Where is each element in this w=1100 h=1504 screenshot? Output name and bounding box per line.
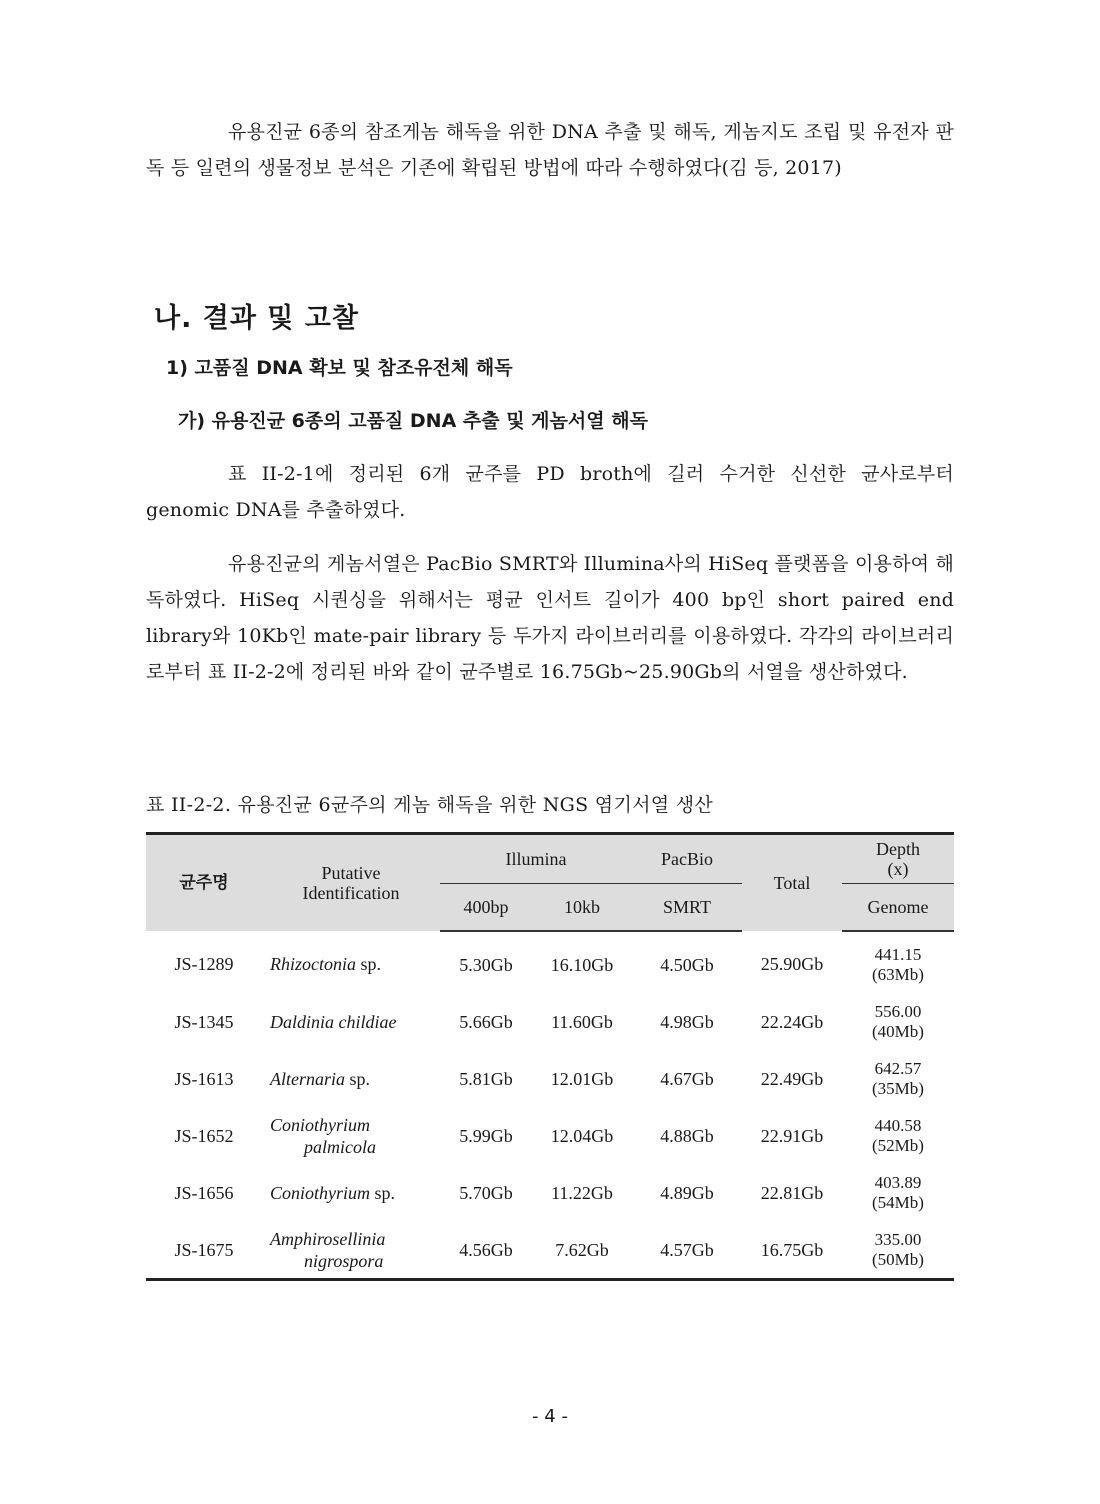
cell-400bp: 4.56Gb [440,1221,532,1280]
cell-strain: JS-1345 [174,1011,234,1032]
header-total: Total [742,834,842,932]
cell-species [262,993,440,1050]
cell-400bp: 5.30Gb [459,954,513,975]
cell-10kb: 7.62Gb [532,1221,632,1280]
genome-size: (52Mb) [872,1135,924,1155]
table-row [146,1107,954,1164]
species-epithet: nigrospora [304,1250,384,1271]
header-10kb: 10kb [532,884,632,932]
section-heading: 나. 결과 및 고찰 [154,303,359,334]
depth-value: 403.89 [874,1172,922,1192]
header-depth [842,834,954,884]
cell-smrt: 4.57Gb [632,1221,742,1280]
cell-species [262,931,440,993]
species-genus: Coniothyrium [270,1114,371,1135]
header-depth-line1: Depth [876,839,920,859]
cell-10kb: 16.10Gb [550,954,614,975]
species-epithet: palmicola [304,1136,376,1157]
paragraph-dna-extraction: 표 II-2-1에 정리된 6개 균주를 PD broth에 길러 수거한 신선한 균사로부터 genomic DNA를 추출하였다. [146,463,954,521]
cell-species [262,1050,440,1107]
cell-smrt: 4.67Gb [660,1068,714,1089]
table-row [146,1221,954,1280]
cell-strain: JS-1675 [146,1221,262,1280]
cell-strain: JS-1289 [174,954,234,974]
species-genus: Daldinia childiae [270,1011,397,1032]
header-pacbio: PacBio [632,834,742,884]
depth-value: 440.58 [874,1115,922,1135]
header-depth-line2: (x) [887,859,909,879]
cell-400bp: 5.81Gb [459,1068,513,1089]
depth-value: 642.57 [874,1058,922,1078]
cell-total: 22.24Gb [760,1011,824,1032]
cell-depth [842,1164,954,1221]
table-caption: 표 II-2-2. 유용진균 6균주의 게놈 해독을 위한 NGS 염기서열 생산 [146,794,714,816]
intro-paragraph: 유용진균 6종의 참조게놈 해독을 위한 DNA 추출 및 해독, 게놈지도 조립 및 유전자 판독 등 일련의 생물정보 분석은 기존에 확립된 방법에 따라 수행하였다(김 등, 2017) [146,121,954,179]
genome-size: (35Mb) [872,1078,924,1098]
cell-total: 16.75Gb [742,1221,842,1280]
cell-species [262,1164,440,1221]
cell-strain: JS-1656 [174,1182,234,1203]
subsubsection-heading: 가) 유용진균 6종의 고품질 DNA 추출 및 게놈서열 해독 [178,410,648,432]
cell-strain: JS-1652 [174,1125,234,1146]
cell-species [262,1221,440,1280]
header-putative-line2: Identification [302,883,400,903]
table-row [146,1164,954,1221]
cell-depth [842,931,954,993]
cell-smrt: 4.50Gb [660,954,714,975]
species-epithet: sp. [356,954,382,974]
cell-strain: JS-1613 [174,1068,234,1089]
paragraph-sequencing: 유용진균의 게놈서열은 PacBio SMRT와 Illumina사의 HiSeq 플랫폼을 이용하여 해독하였다. HiSeq 시퀀싱을 위해서는 평균 인서트 길이가 400 bp인 short paired end library와 10Kb인 mate-pair library 등 두가지 라이브러리를 이용하였다. 각각의 라이브러리로부터 표 II-2-2에 정리된 바와 같이 균주별로 16.75Gb~25.90Gb의 서열을 생산하였다. [146,553,954,683]
cell-400bp: 5.99Gb [459,1125,513,1146]
header-illumina: Illumina [440,834,632,884]
cell-total: 25.90Gb [760,954,824,974]
cell-400bp: 5.66Gb [459,1011,513,1032]
cell-depth [842,1107,954,1164]
header-genome: Genome [842,884,954,932]
table-body [146,931,954,1280]
species-genus: Amphirosellinia [270,1228,386,1249]
cell-10kb: 11.22Gb [551,1182,613,1203]
cell-total: 22.49Gb [760,1068,824,1089]
page-number: - 4 - [532,1406,568,1427]
header-putative-identification [262,834,440,932]
depth-value: 335.00 [874,1229,922,1249]
cell-10kb: 12.01Gb [550,1068,614,1089]
header-strain: 균주명 [146,834,262,932]
cell-total: 22.81Gb [760,1182,824,1203]
header-400bp: 400bp [440,884,532,932]
cell-depth [842,1050,954,1107]
depth-value: 556.00 [874,1001,922,1021]
header-smrt: SMRT [632,884,742,932]
genome-size: (40Mb) [872,1021,924,1041]
genome-size: (50Mb) [872,1249,924,1269]
subsection-heading: 1) 고품질 DNA 확보 및 참조유전체 해독 [166,357,513,379]
species-epithet: sp. [345,1068,371,1089]
cell-species [262,1107,440,1164]
cell-10kb: 11.60Gb [551,1011,613,1032]
header-putative-line1: Putative [321,863,381,883]
species-genus: Rhizoctonia [270,954,356,974]
table-row [146,931,954,993]
cell-depth [842,993,954,1050]
ngs-production-table [146,832,954,1281]
species-genus: Coniothyrium [270,1182,371,1203]
depth-value: 441.15 [874,944,922,964]
cell-total: 22.91Gb [760,1125,824,1146]
species-epithet: sp. [370,1182,396,1203]
species-genus: Alternaria [270,1068,345,1089]
genome-size: (63Mb) [872,964,924,984]
cell-400bp: 5.70Gb [459,1182,513,1203]
genome-size: (54Mb) [872,1192,924,1212]
cell-depth [842,1221,954,1280]
cell-10kb: 12.04Gb [550,1125,614,1146]
table-row [146,1050,954,1107]
cell-smrt: 4.88Gb [660,1125,714,1146]
cell-smrt: 4.98Gb [660,1011,714,1032]
table-row [146,993,954,1050]
cell-smrt: 4.89Gb [660,1182,714,1203]
